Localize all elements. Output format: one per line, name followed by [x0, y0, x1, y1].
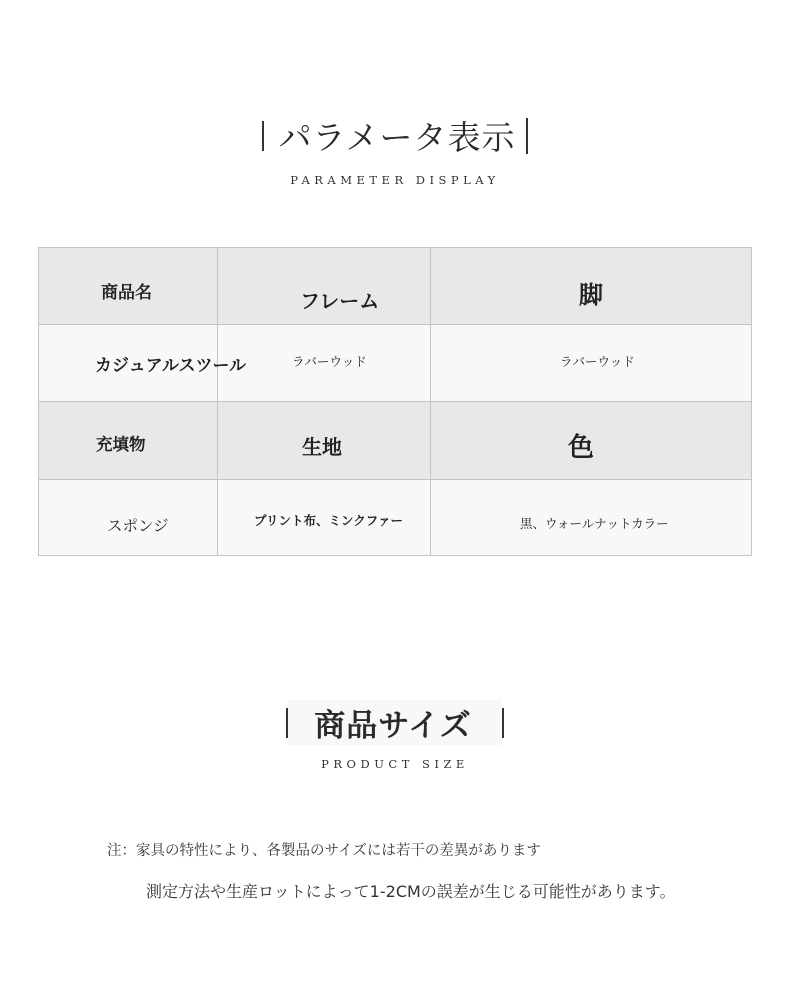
- value-fabric: プリント布、ミンクファー: [254, 513, 404, 528]
- value-product-name: カジュアルスツール: [95, 356, 247, 376]
- value-legs: ラバーウッド: [560, 354, 635, 369]
- parameter-subtitle: PARAMETER DISPLAY: [290, 173, 500, 187]
- size-note-line-1: 注：家具の特性により、各製品のサイズには若干の差異があります: [107, 843, 541, 859]
- table-cell: [39, 248, 217, 324]
- size-title: 商品サイズ: [288, 700, 502, 745]
- label-filling: 充填物: [96, 435, 146, 454]
- table-cell: [217, 402, 430, 479]
- table-row: [39, 248, 751, 325]
- table-cell: [217, 248, 430, 324]
- size-heading: [0, 700, 790, 771]
- parameter-title: パラメータ表示: [278, 118, 516, 157]
- table-cell: [39, 402, 217, 479]
- table-cell: [430, 480, 751, 555]
- label-product-name: 商品名: [101, 283, 152, 303]
- label-legs: 脚: [579, 281, 603, 309]
- size-subtitle: PRODUCT SIZE: [321, 757, 469, 771]
- parameter-heading: [0, 112, 790, 187]
- table-cell: [430, 402, 751, 479]
- title-right-bar: [502, 708, 504, 738]
- label-fabric: 生地: [302, 435, 342, 459]
- table-row: [39, 325, 751, 402]
- table-cell: [39, 325, 247, 401]
- value-filling: スポンジ: [107, 517, 169, 535]
- table-cell: [217, 480, 430, 555]
- table-cell: [39, 480, 217, 555]
- parameter-table: [38, 247, 752, 556]
- table-cell: [217, 325, 430, 401]
- size-title-row: [286, 700, 504, 745]
- title-right-bar: [526, 118, 528, 154]
- table-cell: [430, 248, 751, 324]
- table-cell: [430, 325, 751, 401]
- table-row: [39, 480, 751, 555]
- label-color: 色: [568, 433, 595, 463]
- table-row: [39, 402, 751, 480]
- value-color: 黒、ウォールナットカラー: [520, 516, 669, 531]
- size-note-line-2: 測定方法や生産ロットによって1-2CMの誤差が生じる可能性があります。: [146, 882, 676, 901]
- label-frame: フレーム: [300, 289, 380, 313]
- value-frame: ラバーウッド: [292, 354, 367, 369]
- parameter-title-row: [262, 112, 527, 159]
